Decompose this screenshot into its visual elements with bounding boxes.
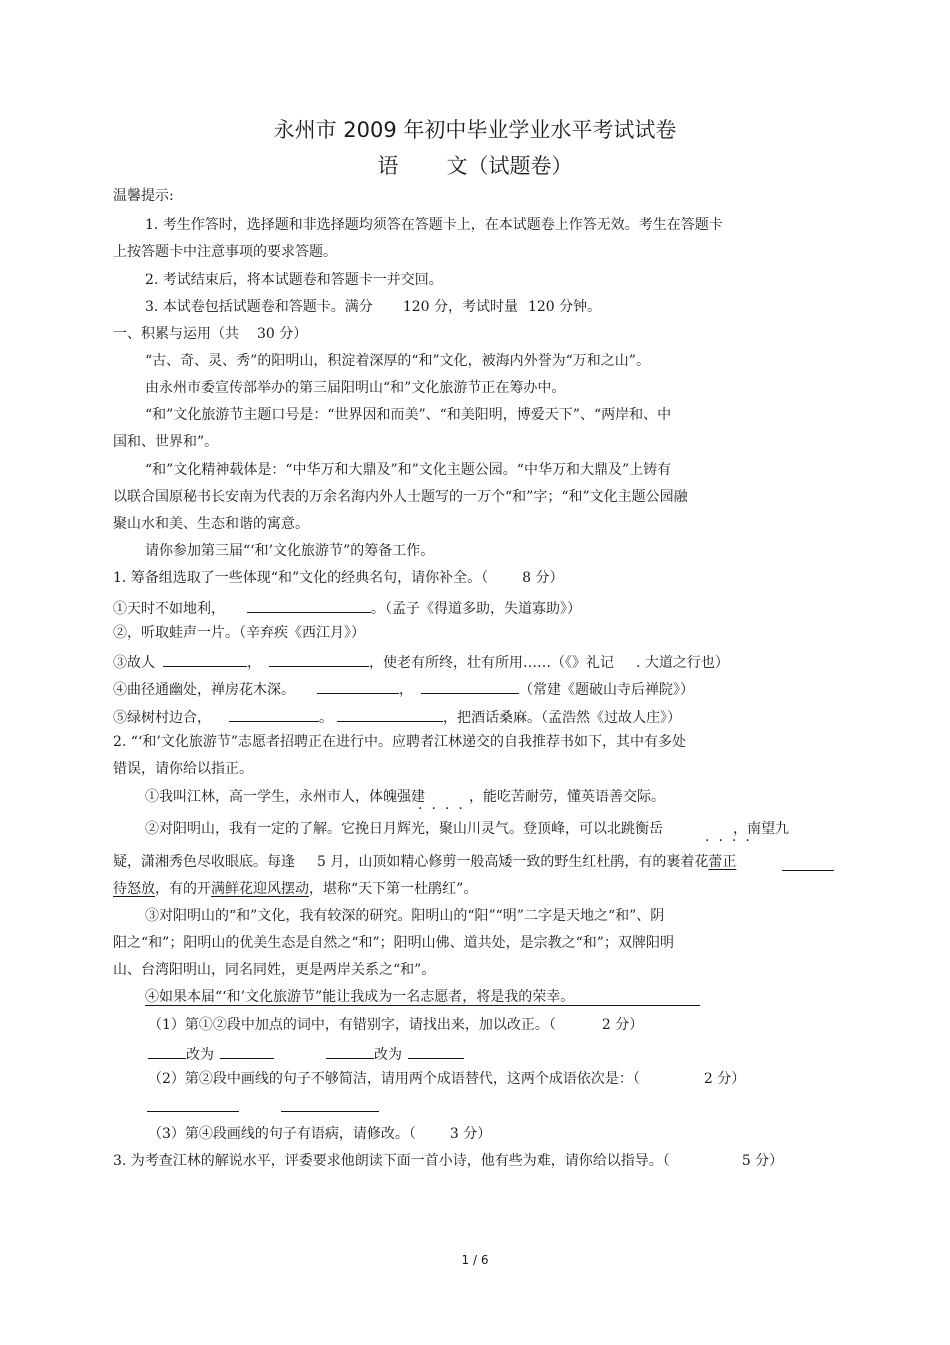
- q1-line-1: [113, 597, 581, 618]
- question-2-sub-1-points: 2 分）: [601, 1017, 644, 1033]
- q1-line-1-b: 。（孟子《得道多助，失道寡助》）: [371, 601, 581, 617]
- underlined-sentence-2: 满鲜花迎风摆动: [211, 881, 309, 897]
- answer-blank[interactable]: [326, 1043, 374, 1059]
- page-number: 1 / 6: [461, 1253, 489, 1267]
- intro-paragraph-1: “古、奇、灵、秀”的阳明山，积淀着深厚的“和”文化，被海内外誉为“万和之山”。: [145, 353, 650, 369]
- notice-item-3-c: 120 分钟。: [527, 299, 602, 315]
- answer-blank[interactable]: [408, 1043, 464, 1059]
- letter-paragraph-3-cont-2: 山、台湾阳明山，同名同姓，更是两岸关系之“和”。: [113, 962, 436, 978]
- q1-line-3-b: ，: [247, 655, 261, 671]
- q1-line-2: ②，听取蛙声一片。（辛弃疾《西江月》）: [113, 625, 365, 641]
- question-3-stem-text: 3. 为考查江林的解说水平，评委要求他朗读下面一首小诗，他有些为难，请你给以指导。（: [113, 1153, 670, 1169]
- underline-sentence-4: [145, 1005, 700, 1006]
- question-2-sub-3-text: （3）第④段画线的句子有语病，请修改。（: [148, 1126, 416, 1142]
- change-to-label-1: 改为: [186, 1047, 214, 1063]
- question-2-sub-3: [148, 1125, 491, 1143]
- notice-item-3: [145, 298, 601, 316]
- answer-blank[interactable]: [247, 597, 371, 613]
- notice-item-2: 2. 考试结束后，将本试题卷和答题卡一并交回。: [145, 272, 443, 288]
- section-1-heading-a: 一、积累与运用（共: [113, 326, 239, 342]
- answer-blank[interactable]: [220, 1043, 274, 1059]
- letter-paragraph-2-b: ，南望九: [733, 821, 789, 837]
- answer-blank[interactable]: [317, 678, 399, 694]
- question-1-stem: [113, 569, 563, 587]
- question-2-stem: 2. “‘和’文化旅游节”志愿者招聘正在进行中。应聘者江林递交的自我推荐书如下，其中有多处: [113, 734, 687, 750]
- emphasis-dots: ····: [418, 801, 472, 817]
- answer-blank[interactable]: [337, 706, 443, 722]
- question-1-stem-a: 1. 筹备组选取了一些体现“和”文化的经典名句，请你补全。（: [113, 570, 489, 586]
- question-2-sub-1: [148, 1016, 643, 1034]
- question-3-points: 5 分）: [741, 1153, 784, 1169]
- question-1-points: 8 分）: [522, 570, 564, 586]
- notice-heading: 温馨提示:: [113, 188, 174, 204]
- letter-paragraph-2: [145, 820, 789, 838]
- letter-paragraph-1-b: ，能吃苦耐劳，懂英语善交际。: [469, 789, 665, 805]
- letter-paragraph-1-a: ①我叫江林，高一学生，永州市人，体魄强建: [145, 789, 425, 805]
- answer-blank[interactable]: [148, 1043, 186, 1059]
- intro-paragraph-3-cont: 国和、世界和”。: [113, 434, 219, 450]
- intro-paragraph-3: “和”文化旅游节主题口号是：“世界因和而美”、“和美阳明，博爱天下”、“两岸和、中: [145, 407, 672, 423]
- intro-paragraph-5: 请你参加第三届“‘和’文化旅游节”的筹备工作。: [145, 543, 435, 559]
- intro-paragraph-4-cont-2: 聚山水和美、生态和谐的寓意。: [113, 516, 309, 532]
- question-3-stem: [113, 1152, 783, 1170]
- intro-paragraph-2: 由永州市委宣传部举办的第三届阳明山“和”文化旅游节正在筹办中。: [145, 380, 566, 396]
- change-to-label-2: 改为: [374, 1047, 402, 1063]
- q1-line-4-a: ④曲径通幽处，禅房花木深。: [113, 682, 295, 698]
- letter-paragraph-2-cont: [113, 853, 736, 871]
- letter-paragraph-3-cont-1: 阳之“和”；阳明山的优美生态是自然之“和”；阳明山佛、道共处，是宗教之“和”；双牌阳明: [113, 935, 674, 951]
- answer-blank[interactable]: [421, 678, 519, 694]
- answer-blank[interactable]: [163, 651, 247, 667]
- intro-paragraph-4-cont-1: 以联合国原秘书长安南为代表的万余名海内外人士题写的一万个“和”字；“和”文化主题公园融: [113, 489, 688, 505]
- correction-answer-row: [148, 1043, 464, 1064]
- letter-paragraph-4: ④如果本届“‘和’文化旅游节”能让我成为一名志愿者，将是我的荣幸。: [145, 989, 575, 1005]
- letter-paragraph-3: ③对阳明山的“和”文化，我有较深的研究。阳明山的“阳”“明”二字是天地之“和”、阴: [145, 908, 665, 924]
- q1-line-3-d: . 大道之行也）: [636, 655, 729, 671]
- answer-blank[interactable]: [269, 651, 369, 667]
- intro-paragraph-4: “和”文化精神载体是：“中华万和大鼎及”和”文化主题公园。“中华万和大鼎及”上铸有: [145, 462, 672, 478]
- underlined-sentence-1: 蕾正: [708, 854, 737, 870]
- question-2-sub-1-text: （1）第①②段中加点的词中，有错别字，请找出来，加以改正。（: [148, 1017, 556, 1033]
- letter-paragraph-2-i: ，堪称“天下第一杜鹃红”。: [309, 881, 478, 897]
- notice-item-3-a: 3. 本试卷包括试题卷和答题卡。满分: [145, 299, 373, 315]
- q1-line-5-c: ，把酒话桑麻。（孟浩然《过故人庄》）: [443, 710, 681, 726]
- subtitle-subject: 语: [377, 154, 399, 178]
- exam-subtitle: [0, 153, 950, 179]
- letter-paragraph-2-a: ②对阳明山，我有一定的了解。它挽日月辉光，聚山川灵气。登顶峰，可以北跳衡岳: [145, 821, 663, 837]
- question-2-sub-2-text: （2）第②段中画线的句子不够简洁，请用两个成语替代，这两个成语依次是：（: [148, 1071, 640, 1087]
- answer-blank-idiom-2[interactable]: [281, 1111, 379, 1112]
- q1-line-4-b: ，: [399, 682, 413, 698]
- section-1-heading-b: 30 分）: [257, 326, 308, 342]
- letter-paragraph-2-g: ，有的开: [155, 881, 211, 897]
- q1-line-3-a: ③故人: [113, 655, 155, 671]
- notice-item-3-b: 120 分，考试时量: [402, 299, 518, 315]
- answer-blank-idiom-1[interactable]: [147, 1111, 239, 1112]
- answer-blank[interactable]: [229, 706, 319, 722]
- underline-extension: [782, 870, 834, 871]
- letter-paragraph-1: [145, 788, 665, 806]
- question-2-stem-cont: 错误，请你给以指正。: [113, 761, 253, 777]
- question-2-sub-3-points: 3 分）: [449, 1126, 492, 1142]
- q1-line-4: [113, 678, 694, 699]
- q1-line-3: [113, 651, 729, 672]
- letter-paragraph-2-cont-2: [113, 880, 477, 898]
- emphasis-dots: ····: [705, 833, 759, 849]
- underlined-sentence-1-cont: 待怒放: [113, 881, 155, 897]
- notice-item-1: 1. 考生作答时，选择题和非选择题均须答在答题卡上，在本试题卷上作答无效。考生在答题卡: [145, 217, 723, 233]
- letter-paragraph-2-c: 疑，潇湘秀色尽收眼底。每逢: [113, 854, 295, 870]
- section-1-heading: [113, 325, 307, 343]
- q1-line-5: [113, 706, 681, 727]
- notice-item-1-cont: 上按答题卡中注意事项的要求答题。: [113, 244, 337, 260]
- q1-line-5-b: 。: [319, 710, 333, 726]
- subtitle-rest: 文（试题卷）: [446, 154, 573, 178]
- question-2-sub-2-points: 2 分）: [703, 1071, 746, 1087]
- q1-line-5-a: ⑤绿树村边合，: [113, 710, 211, 726]
- q1-line-3-c: ，使老有所终，壮有所用……（《》礼记: [369, 655, 614, 671]
- q1-line-4-c: （常建《题破山寺后禅院》）: [519, 682, 694, 698]
- q1-line-1-a: ①天时不如地利，: [113, 601, 225, 617]
- question-2-sub-2: [148, 1070, 745, 1088]
- exam-title: 永州市 2009 年初中毕业学业水平考试试卷: [273, 118, 677, 142]
- letter-paragraph-2-d: 5 月，山顶如精心修剪一般高矮一致的野生红杜鹃，有的裹着花: [317, 854, 709, 870]
